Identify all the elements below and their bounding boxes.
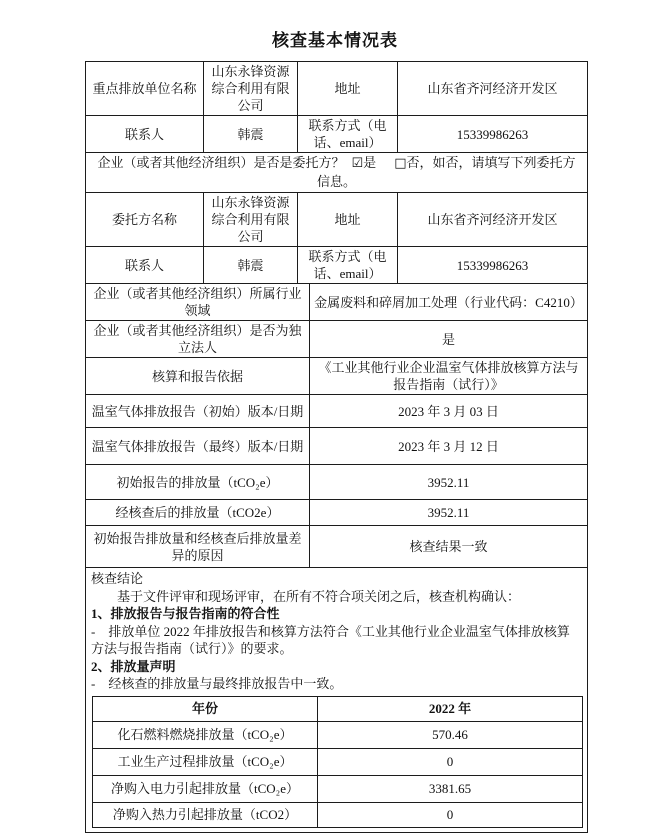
checkbox-unchecked-icon: □ (394, 156, 407, 171)
purchased-electricity-emissions-value: 3381.65 (318, 775, 583, 802)
basic-info-table (85, 61, 588, 833)
purchased-heat-emissions-value: 0 (318, 802, 583, 827)
difference-reason-value: 核查结果一致 (310, 526, 588, 568)
table-row (86, 526, 588, 568)
industry-field-label: 企业（或者其他经济组织）所属行业领域 (86, 284, 310, 321)
table-row (86, 284, 588, 321)
emissions-table (92, 696, 583, 828)
unit-name-label: 重点排放单位名称 (86, 62, 204, 116)
table-row (86, 465, 588, 500)
reporting-basis-value: 《工业其他行业企业温室气体排放核算方法与报告指南（试行）》 (310, 358, 588, 395)
initial-report-date-label: 温室气体排放报告（初始）版本/日期 (86, 395, 310, 428)
table-row (86, 428, 588, 465)
client-address-label: 地址 (298, 193, 398, 247)
conclusion-item1-body: - 排放单位 2022 年排放报告和核算方法符合《工业其他行业企业温室气体排放核算方法与报告指南（试行）》的要求。 (91, 623, 570, 656)
client-contact-label: 联系人 (86, 247, 204, 284)
client-contact-method-value: 15339986263 (398, 247, 588, 284)
delegation-question-cell (86, 153, 588, 193)
table-row (93, 696, 583, 721)
conclusion-item2-title: 2、排放量声明 (91, 658, 176, 674)
emissions-year-value-header: 2022 年 (318, 696, 583, 721)
initial-emissions-value: 3952.11 (310, 465, 588, 500)
fossil-fuel-emissions-label: 化石燃料燃烧排放量（tCO₂e） (93, 721, 318, 748)
emissions-year-header: 年份 (93, 696, 318, 721)
purchased-heat-emissions-label: 净购入热力引起排放量（tCO2） (93, 802, 318, 827)
client-name-label: 委托方名称 (86, 193, 204, 247)
industrial-process-emissions-label: 工业生产过程排放量（tCO₂e） (93, 748, 318, 775)
client-name-value: 山东永锋资源综合利用有限公司 (204, 193, 298, 247)
contact-method-value: 15339986263 (398, 116, 588, 153)
contact-method-label: 联系方式（电话、email） (298, 116, 398, 153)
conclusion-heading: 核查结论 (91, 571, 144, 586)
table-row (86, 321, 588, 358)
table-row (93, 775, 583, 802)
table-row (86, 153, 588, 193)
reporting-basis-label: 核算和报告依据 (86, 358, 310, 395)
initial-report-date-value: 2023 年 3 月 03 日 (310, 395, 588, 428)
industry-field-value: 金属废料和碎屑加工处理（行业代码：C4210） (310, 284, 588, 321)
table-row (86, 395, 588, 428)
address-label: 地址 (298, 62, 398, 116)
table-row (93, 748, 583, 775)
delegation-question-text: 企业（或者其他经济组织）是否是委托方？ (97, 155, 345, 170)
conclusion-item2-body: - 经核查的排放量与最终排放报告中一致。 (91, 676, 343, 691)
table-row (86, 193, 588, 247)
table-row (93, 802, 583, 827)
table-row (86, 500, 588, 526)
initial-emissions-label: 初始报告的排放量（tCO₂e） (86, 465, 310, 500)
table-row (86, 62, 588, 116)
client-contact-method-label: 联系方式（电话、email） (298, 247, 398, 284)
address-value: 山东省齐河经济开发区 (398, 62, 588, 116)
contact-value: 韩震 (204, 116, 298, 153)
delegation-no-text: 否，如否，请填写下列委托方 (406, 155, 576, 170)
independent-entity-value: 是 (310, 321, 588, 358)
delegation-yes-label: 是 (363, 155, 377, 170)
verified-emissions-label: 经核查后的排放量（tCO2e） (86, 500, 310, 526)
table-row (86, 247, 588, 284)
contact-label: 联系人 (86, 116, 204, 153)
table-row (86, 116, 588, 153)
delegation-question-line1 (89, 154, 584, 173)
delegation-question-line2: 信息。 (317, 174, 357, 189)
fossil-fuel-emissions-value: 570.46 (318, 721, 583, 748)
table-row (86, 358, 588, 395)
table-row (86, 568, 588, 833)
checkbox-checked-icon: ☑ (351, 156, 364, 171)
verified-emissions-value: 3952.11 (310, 500, 588, 526)
conclusion-cell (86, 568, 588, 833)
difference-reason-label: 初始报告排放量和经核查后排放量差异的原因 (86, 526, 310, 568)
conclusion-item1-title: 1、排放报告与报告指南的符合性 (91, 606, 280, 621)
client-contact-value: 韩震 (204, 247, 298, 284)
table-row (93, 721, 583, 748)
industrial-process-emissions-value: 0 (318, 748, 583, 775)
page-title: 核查基本情况表 (272, 31, 398, 50)
independent-entity-label: 企业（或者其他经济组织）是否为独立法人 (86, 321, 310, 358)
conclusion-intro: 基于文件评审和现场评审，在所有不符合项关闭之后，核查机构确认： (91, 588, 521, 604)
purchased-electricity-emissions-label: 净购入电力引起排放量（tCO₂e） (93, 775, 318, 802)
final-report-date-label: 温室气体排放报告（最终）版本/日期 (86, 428, 310, 465)
unit-name-value: 山东永锋资源综合利用有限公司 (204, 62, 298, 116)
client-address-value: 山东省齐河经济开发区 (398, 193, 588, 247)
final-report-date-value: 2023 年 3 月 12 日 (310, 428, 588, 465)
